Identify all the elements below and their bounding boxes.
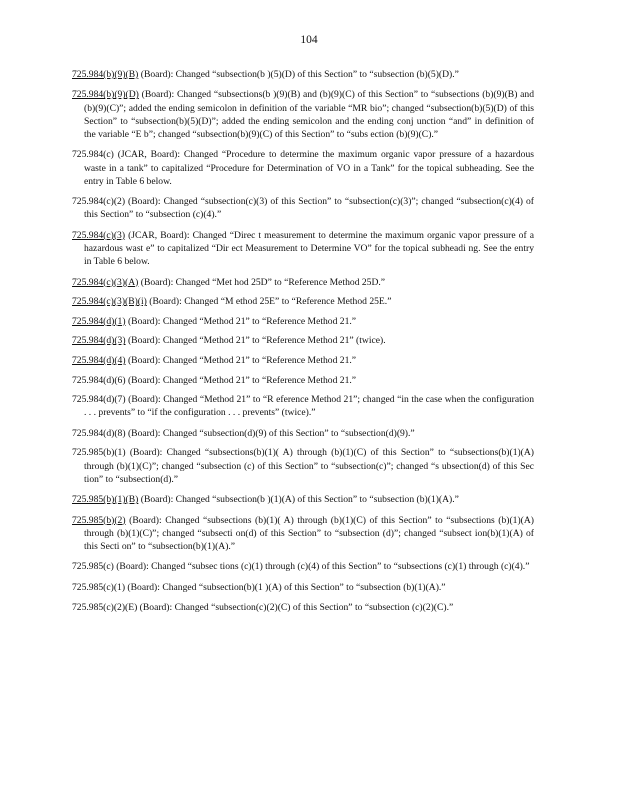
amendment-entry [72,374,534,387]
amendment-text: Changed “Method 21” to “Reference Method 21” (twice). [162,335,386,347]
amendment-entry [72,68,534,81]
amending-body: (Board): [139,602,173,614]
section-reference: 725.984(d)(6) [72,374,126,386]
amendment-entry [72,493,534,506]
section-reference: 725.984(b)(9)(D) [72,89,139,101]
amendment-entry [72,560,534,573]
amending-body: (Board): [140,69,174,80]
amending-body: (Board): [129,514,162,526]
amending-body: (Board): [140,276,174,288]
amendment-text: Changed “subsection(d)(9) of this Section” to “subsection(d)(9).” [162,427,415,439]
amending-body: (Board): [128,196,161,208]
amendment-text: Changed “Method 21” to “Reference Method 21.” [162,315,357,327]
section-reference: 725.985(c) [72,561,114,573]
section-reference: 725.985(b)(1)(B) [72,494,139,506]
section-reference: 725.984(c)(2) [72,196,126,208]
amendment-text: Changed “subsec tions (c)(1) through (c)(4) of this Section” to “subsections (c)(1) through (c)(4).” [151,561,530,573]
amendment-entry [72,148,534,188]
amending-body: (Board): [127,427,161,439]
amendment-text: Changed “Method 21” to “Reference Method 21.” [162,374,357,386]
amending-body: (JCAR, Board): [128,229,190,241]
amendment-text: Changed “subsections (b)(1)( A) through (b)(1)(C) of this Section” to “subsections (b)(1)(A) through (b)(1)(C)”; changed “subsecti on(d) of this Section” to “subsection (d)”; changed “subsect ion(b)(1)(A) of this Secti on” to “subsection(b)(1)(A).” [84,514,534,552]
section-reference: 725.984(d)(8) [72,427,126,439]
amending-body: (Board): [127,354,161,366]
section-reference: 725.984(d)(3) [72,335,126,347]
amending-body: (Board): [127,335,161,347]
amending-body: (Board): [116,561,149,573]
amendment-text: Changed “Met hod 25D” to “Reference Method 25D.” [175,276,386,288]
amendment-entry [72,354,534,367]
amending-body: (Board): [127,581,160,593]
page-number: 104 [300,34,318,46]
amending-body: (Board): [127,374,161,386]
amending-body: (Board): [141,89,175,101]
amendment-entry [72,601,534,614]
amendment-text: Changed “subsection(b )(1)(A) of this Section” to “subsection (b)(1)(A).” [175,494,459,506]
section-reference: 725.984(d)(7) [72,394,126,406]
amending-body: (Board): [149,296,182,308]
section-reference: 725.985(b)(2) [72,514,126,526]
amendment-text: Changed “M ethod 25E” to “Reference Method 25E.” [184,296,392,308]
section-reference: 725.984(b)(9)(B) [72,69,139,80]
amendment-entry [72,446,534,486]
amendment-entry [72,315,534,328]
section-reference: 725.984(c)(3) [72,229,126,241]
amendment-entry [72,334,534,347]
amending-body: (Board): [140,494,174,506]
section-reference: 725.985(c)(2)(E) [72,602,138,614]
section-reference: 725.984(c)(3)(A) [72,276,139,288]
amendment-entry [72,393,534,419]
amendment-entry [72,195,534,221]
amendment-text: Changed “Method 21” to “R eference Method 21”; changed “in the case when the configuration . . . prevents” to “if the configuration . . . prevents” (twice).” [84,394,534,419]
amendment-entry [72,229,534,269]
amendment-text: Changed “subsection(c)(3) of this Section” to “subsection(c)(3)”; changed “subsection(c)(4) of this Section” to “subsection (c)(4).” [84,196,534,221]
section-reference: 725.984(d)(4) [72,354,126,366]
amending-body: (Board): [127,315,161,327]
amendment-entry [72,427,534,440]
amendment-text: Changed “Procedure to determine the maximum organic vapor pressure of a hazardous waste in a tank” to capitalized “Procedure for Determination of VO in a Tank” for the topical subheading. See the entry in Table 6 below. [84,149,535,187]
amendment-text: Changed “subsections(b)(1)( A) through (b)(1)(C) of this Section” to “subsections(b)(1)(A) through (b)(1)(C)”; changed “subsection (c) of this Section” to “subsection(c)”; changed “s ubsection(d) of this Sec tion” to “subsection(d).” [84,447,535,485]
amendment-text: Changed “Method 21” to “Reference Method 21.” [162,354,357,366]
amendment-list [72,68,534,621]
amending-body: (JCAR, Board): [117,149,180,161]
section-reference: 725.984(c) [72,149,114,161]
section-reference: 725.984(c)(3)(B)(i) [72,296,147,308]
amendment-entry [72,88,534,141]
section-reference: 725.985(c)(1) [72,581,126,593]
amendment-text: Changed “subsection(b)(1 )(A) of this Section” to “subsection (b)(1)(A).” [162,581,446,593]
amending-body: (Board): [128,394,161,406]
amendment-entry [72,514,534,554]
amendment-text: Changed “Direc t measurement to determine the maximum organic vapor pressure of a hazardous wast e” to capitalized “Dir ect Measurement to Determine VO” for the topical subheadi ng. See the entry in Table 6 below. [84,229,535,268]
amending-body: (Board): [129,447,163,459]
amendment-text: Changed “subsections(b )(9)(B) and (b)(9)(C) of this Section” to “subsections (b)(9)(B) and (b)(9)(C)”; added the ending semicolon in definition of the variable “MR bio”; changed “subsection(b)(5)(D) of this Section” to “subsection(b)(5)(D)”; added the ending semicolon and the ending conj unction “and” in definition of the variable “E b”; changed “subsection(b)(9)(C) of this Section” to “subs ection (b)(9)(C).” [84,89,535,140]
amendment-entry [72,295,534,308]
section-reference: 725.985(b)(1) [72,447,126,459]
amendment-entry [72,581,534,594]
section-reference: 725.984(d)(1) [72,315,126,327]
amendment-text: Changed “subsection(c)(2)(C) of this Section” to “subsection (c)(2)(C).” [174,602,454,614]
amendment-text: Changed “subsection(b )(5)(D) of this Section” to “subsection (b)(5)(D).” [175,69,459,80]
amendment-entry [72,276,534,289]
